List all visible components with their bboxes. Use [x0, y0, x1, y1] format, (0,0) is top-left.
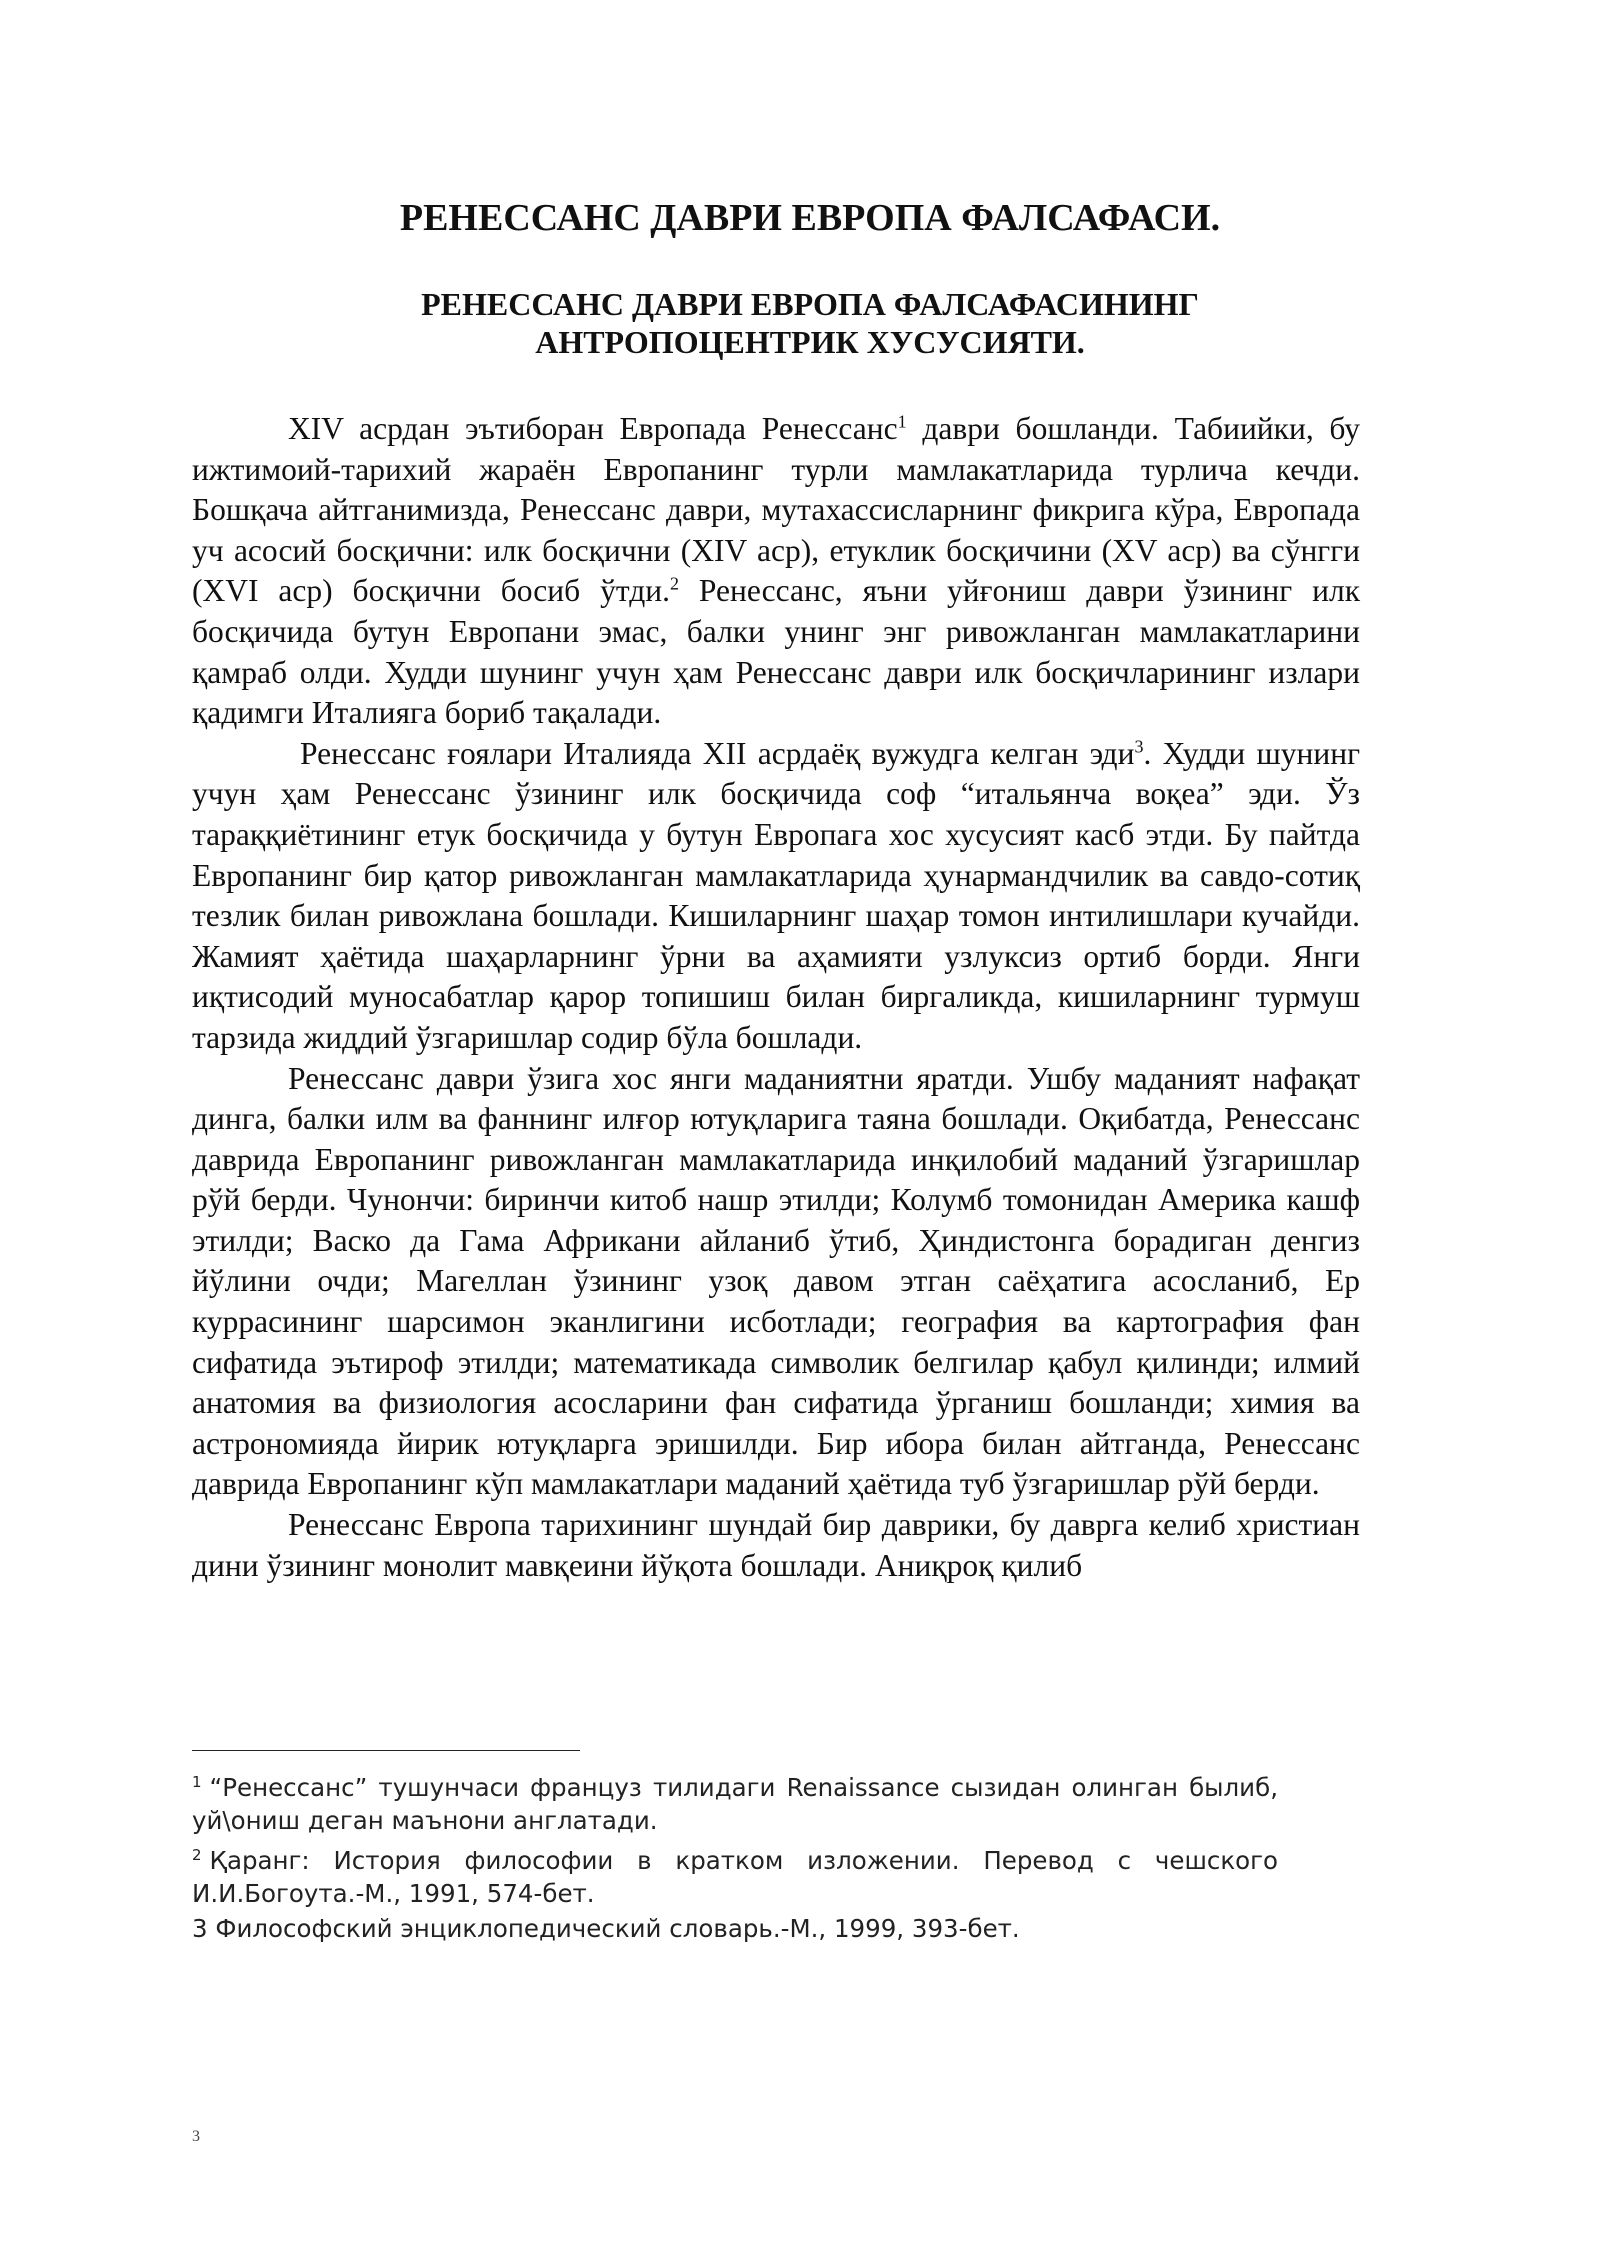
footnote-text: “Ренессанс” тушунчаси француз тилидаги Renaissance сызидан олинган былиб, уй\ониш деган маънони англатади. — [192, 1773, 1278, 1835]
body-text — [192, 409, 1360, 1586]
footnote-text: 3 Философский энциклопедический словарь.-М., 1999, 393-бет. — [192, 1914, 1020, 1943]
paragraph-text: Ренессанс ғоялари Италияда XII асрдаёқ вужудга келган эди — [300, 735, 1135, 771]
paragraph-4: Ренессанс Европа тарихининг шундай бир даврики, бу даврга келиб христиан дини ўзининг монолит мавқеини йўқота бошлади. Аниқроқ қилиб — [192, 1507, 1360, 1583]
section-heading-line-2: АНТРОПОЦЕНТРИК ХУСУСИЯТИ. — [535, 324, 1085, 360]
section-heading-line-1: РЕНЕССАНС ДАВРИ ЕВРОПА ФАЛСАФАСИНИНГ — [421, 286, 1199, 322]
footnote-mark: 2 — [192, 1846, 202, 1864]
footnote-mark: 1 — [192, 1773, 202, 1791]
paragraph-text: . Худди шунинг учун ҳам Ренессанс ўзининг илк босқичида соф “итальянча воқеа” эди. Ўз тараққиётининг етук босқичида у бутун Европага хос хусусият касб этди. Бу пайтда Европанинг бир қатор ривожланган мамлакатларида ҳунармандчилик ва савдо-сотиқ тезлик билан ривожлана бошлади. Кишиларнинг шаҳар томон интилишлари кучайди. Жамият ҳаётида шаҳарларнинг ўрни ва аҳамияти узлуксиз ортиб борди. Янги иқтисодий муносабатлар қарор топишиш билан биргаликда, кишиларнинг турмуш тарзида жиддий ўзгаришлар содир бўла бошлади. — [192, 735, 1361, 1055]
footnote-ref-2: 2 — [669, 573, 679, 594]
page-title: РЕНЕССАНС ДАВРИ ЕВРОПА ФАЛСАФАСИ. — [399, 197, 1221, 239]
page-number: 3 — [192, 2128, 200, 2145]
footnote-1 — [192, 1766, 1278, 1837]
footnote-text: Қаранг: История философии в кратком изложении. Перевод с чешского И.И.Богоута.-М., 1991, 574-бет. — [192, 1846, 1278, 1908]
paragraph-1 — [192, 409, 1360, 734]
paragraph-text: Ренессанс, яъни уйғониш даври ўзининг илк босқичида бутун Европани эмас, балки унинг энг ривожланган мамлакатларини қамраб олди. Худди шунинг учун ҳам Ренессанс даври илк босқичларининг излари қадимги Италияга бориб тақалади. — [192, 573, 1361, 731]
footnotes — [192, 1766, 1278, 1947]
paragraph-2 — [192, 734, 1360, 1059]
footnote-3 — [192, 1912, 1278, 1945]
footnote-2 — [192, 1839, 1278, 1910]
paragraph-text: даври бошланди. Табиийки, бу ижтимоий-тарихий жараён Европанинг турли мамлакатларида турлича кечди. Бошқача айтганимизда, Ренессанс даври, мутахассисларнинг фикрига кўра, Европада уч асосий босқични: илк босқични (XIV аср), етуклик босқичини (XV аср) ва сўнгги (XVI аср) босқични босиб ўтди. — [192, 411, 1360, 609]
section-heading — [190, 285, 1430, 361]
footnote-ref-1: 1 — [897, 411, 907, 432]
footnote-separator — [192, 1750, 580, 1751]
paragraph-3: Ренессанс даври ўзига хос янги маданиятни яратди. Ушбу маданият нафақат динга, балки илм ва фаннинг илғор ютуқларига таяна бошлади. Оқибатда, Ренессанс даврида Европанинг ривожланган мамлакатларида инқилобий маданий ўзгаришлар рўй берди. Чунончи: биринчи китоб нашр этилди; Колумб томонидан Америка кашф этилди; Васко да Гама Африкани айланиб ўтиб, Ҳиндистонга борадиган денгиз йўлини очди; Магеллан ўзининг узоқ давом этган саёҳатига асосланиб, Ер куррасининг шарсимон эканлигини исботлади; география ва картография фан сифатида эътироф этилди; математикада символик белгилар қабул қилинди; илмий анатомия ва физиология асосларини фан сифатида ўрганиш бошланди; химия ва астрономияда йирик ютуқларга эришилди. Бир ибора билан айтганда, Ренессанс даврида Европанинг кўп мамлакатлари маданий ҳаётида туб ўзгаришлар рўй берди. — [192, 1060, 1360, 1502]
paragraph-text: XIV асрдан эътиборан Европада Ренессанс — [288, 411, 898, 446]
footnote-ref-3: 3 — [1134, 736, 1144, 757]
